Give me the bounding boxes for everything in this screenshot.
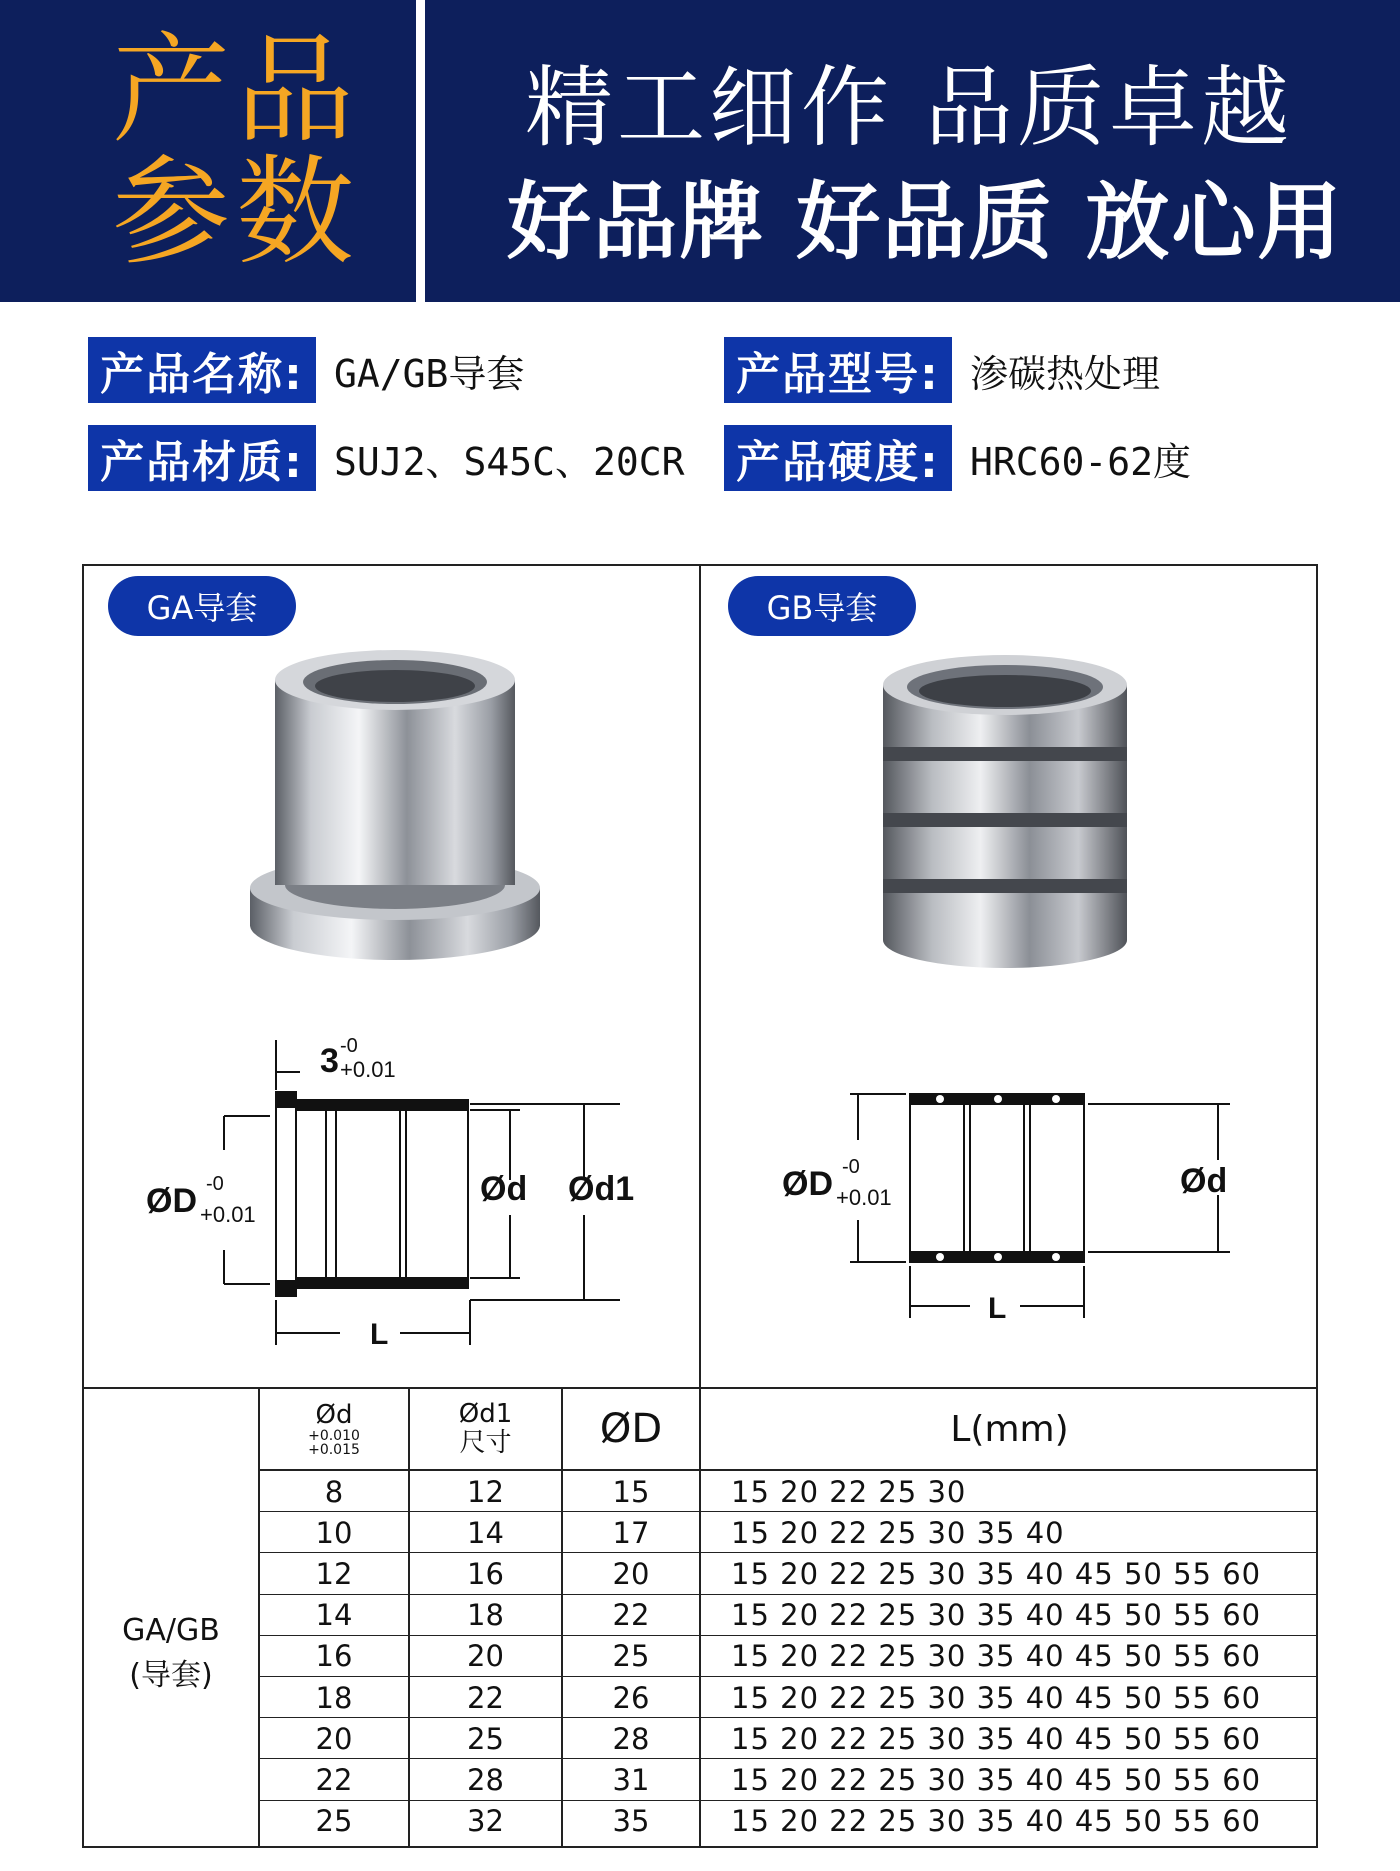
table-cell-d: 14 xyxy=(315,1598,353,1633)
table-cell-d: 18 xyxy=(315,1680,353,1715)
gb-L-dim: L xyxy=(988,1292,1007,1325)
gb-d-dim: Ød xyxy=(1180,1162,1228,1200)
table-cell-D: 26 xyxy=(612,1680,650,1715)
table-cell-D: 25 xyxy=(612,1639,650,1674)
banner-title-line1: 产品 xyxy=(112,21,361,159)
table-cell-d1: 32 xyxy=(467,1804,504,1839)
param-label: 产品型号: xyxy=(724,337,952,403)
param-value: GA/GB导套 xyxy=(334,351,525,396)
table-cell-D: 15 xyxy=(612,1474,650,1509)
ga-d-dim: Ød xyxy=(480,1170,528,1208)
table-cell-d1: 18 xyxy=(467,1598,504,1633)
table-cell-L: 15 20 22 25 30 35 40 45 50 55 60 xyxy=(731,1556,1262,1591)
header-D: ØD xyxy=(599,1406,663,1452)
table-cell-D: 31 xyxy=(612,1762,650,1797)
header-d1-label: Ød1 xyxy=(458,1399,513,1430)
param-product-model xyxy=(724,337,1160,403)
table-cell-d: 25 xyxy=(315,1804,353,1839)
row-group-line1: GA/GB xyxy=(122,1613,220,1648)
table-cell-D: 22 xyxy=(612,1598,650,1633)
table-cell-D: 17 xyxy=(612,1515,650,1550)
gb-D-tol-top: -0 xyxy=(842,1156,860,1178)
gb-bushing-photo xyxy=(875,645,1135,975)
gb-D-tol-bottom: +0.01 xyxy=(836,1185,892,1210)
param-product-material xyxy=(88,425,685,491)
ga-flange-tol-top: -0 xyxy=(340,1035,358,1057)
gb-D-dim: ØD xyxy=(782,1165,833,1203)
ga-L-dim: L xyxy=(370,1318,389,1351)
table-cell-d1: 22 xyxy=(467,1680,504,1715)
table-cell-D: 28 xyxy=(612,1721,650,1756)
slogan-line2: 好品牌 好品质 放心用 xyxy=(507,173,1344,271)
ga-flange-dim: 3 xyxy=(320,1042,339,1080)
param-label: 产品硬度: xyxy=(724,425,952,491)
ga-d1-dim: Ød1 xyxy=(568,1170,635,1208)
header-d-tol1: +0.010 xyxy=(308,1428,360,1445)
header-d-label: Ød xyxy=(315,1399,353,1430)
ga-bushing-photo xyxy=(240,640,550,980)
ga-flange-tol-bottom: +0.01 xyxy=(340,1057,396,1082)
table-cell-d1: 14 xyxy=(467,1515,504,1550)
table-cell-d1: 25 xyxy=(467,1721,504,1756)
header-d1 xyxy=(410,1389,561,1469)
banner-divider xyxy=(416,0,425,302)
table-cell-L: 15 20 22 25 30 35 40 45 50 55 60 xyxy=(731,1639,1262,1674)
gb-label-pill: GB导套 xyxy=(728,576,916,636)
header-L: L(mm) xyxy=(950,1408,1069,1450)
table-cell-d: 10 xyxy=(315,1515,353,1550)
param-value: HRC60-62度 xyxy=(970,439,1192,484)
banner-title-line2: 参数 xyxy=(112,143,361,281)
header-d-tol2: +0.015 xyxy=(308,1442,360,1459)
table-cell-L: 15 20 22 25 30 35 40 45 50 55 60 xyxy=(731,1804,1262,1839)
table-cell-D: 35 xyxy=(612,1804,650,1839)
param-product-hardness xyxy=(724,425,1191,491)
ga-dimension-drawing xyxy=(140,1030,660,1360)
table-cell-L: 15 20 22 25 30 35 40 45 50 55 60 xyxy=(731,1680,1262,1715)
table-row-group xyxy=(84,1460,258,1846)
param-value: 渗碳热处理 xyxy=(970,351,1161,396)
header-d xyxy=(260,1389,408,1469)
slogan-line1: 精工细作 品质卓越 xyxy=(525,56,1293,159)
row-group-line2: (导套) xyxy=(129,1658,213,1693)
table-cell-d: 22 xyxy=(315,1762,353,1797)
banner-title xyxy=(0,0,414,302)
ga-D-dim: ØD xyxy=(146,1182,197,1220)
table-cell-d: 16 xyxy=(315,1639,353,1674)
gb-dimension-drawing xyxy=(770,1080,1270,1350)
table-cell-L: 15 20 22 25 30 35 40 45 50 55 60 xyxy=(731,1721,1262,1756)
banner-slogans xyxy=(425,0,1400,302)
ga-label-pill: GA导套 xyxy=(108,576,296,636)
table-cell-d: 8 xyxy=(324,1474,344,1509)
header-d1-sub: 尺寸 xyxy=(459,1428,512,1458)
table-cell-L: 15 20 22 25 30 xyxy=(731,1474,967,1509)
table-cell-d: 12 xyxy=(315,1556,353,1591)
ga-D-tol-top: -0 xyxy=(206,1173,224,1195)
ga-D-tol-bottom: +0.01 xyxy=(200,1202,256,1227)
table-cell-d1: 28 xyxy=(467,1762,504,1797)
header-banner xyxy=(0,0,1400,302)
table-cell-L: 15 20 22 25 30 35 40 xyxy=(731,1515,1065,1550)
param-product-name xyxy=(88,337,524,403)
table-cell-L: 15 20 22 25 30 35 40 45 50 55 60 xyxy=(731,1598,1262,1633)
table-cell-d1: 20 xyxy=(467,1639,504,1674)
param-label: 产品材质: xyxy=(88,425,316,491)
param-label: 产品名称: xyxy=(88,337,316,403)
table-cell-L: 15 20 22 25 30 35 40 45 50 55 60 xyxy=(731,1762,1262,1797)
table-cell-d1: 12 xyxy=(467,1474,504,1509)
param-value: SUJ2、S45C、20CR xyxy=(334,439,685,484)
table-cell-d: 20 xyxy=(315,1721,353,1756)
table-cell-D: 20 xyxy=(612,1556,650,1591)
table-cell-d1: 16 xyxy=(467,1556,504,1591)
